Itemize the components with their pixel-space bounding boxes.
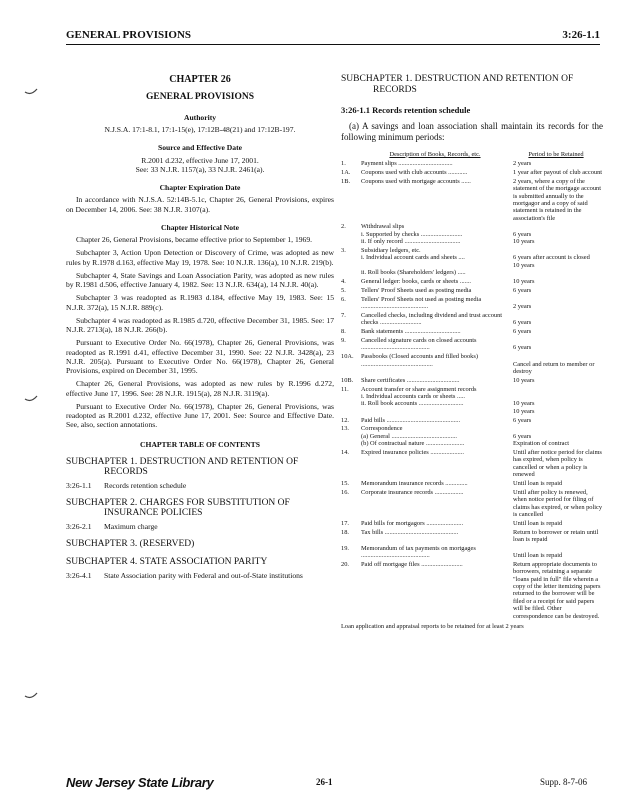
row-period: Until loan is repaid <box>513 519 563 527</box>
expiration-heading: Chapter Expiration Date <box>159 183 241 193</box>
toc-subchapter: SUBCHAPTER 2. CHARGES FOR SUBSTITUTION OF INSURANCE POLICIES <box>66 497 290 519</box>
header-section-number: 3:26-1.1 <box>562 29 600 41</box>
row-description: Paid bills .............................................. <box>361 416 461 424</box>
table-row <box>341 545 603 561</box>
row-description: Coupons used with club accounts ............ <box>361 168 468 176</box>
binder-hole-mark-bottom <box>24 690 38 700</box>
table-row <box>341 278 603 287</box>
row-description: Tax bills .............................................. <box>361 528 459 536</box>
table-row <box>341 287 603 296</box>
binder-hole-mark-middle <box>24 393 38 403</box>
row-period: Return to borrower or retain until loan is repaid <box>513 528 599 543</box>
table-row <box>341 312 603 328</box>
row-period: Until loan is repaid <box>513 479 563 487</box>
history-note: Subchapter 3, Action Upon Detection or Discovery of Crime, was adopted as new rules by R.1978 d.163, effective May 19, 1978. See: 10 N.J.R. 136(a), 10 N.J.R. 219(b). <box>66 248 334 267</box>
toc-section-number: 3:26-2.1 <box>66 521 92 531</box>
row-period: Return appropriate documents to borrowers, retaining a separate "loans paid in full" file wherein a copy of the letter itemizing papers returned to the borrower will be filed or a receipt for said papers will be filed. Other correspondence can be destroyed. <box>513 561 601 620</box>
row-period: 10 years <box>513 376 535 384</box>
table-row <box>341 520 603 529</box>
row-description: Coupons used with mortgage accounts ...... <box>361 177 471 185</box>
history-note: Chapter 26, General Provisions, was adopted as new rules by R.1996 d.272, effective June 17, 1996. See: 28 N.J.R. 1915(a), 28 N.J.R. 3119(a). <box>66 379 334 398</box>
table-row <box>341 296 603 312</box>
row-number: 20. <box>341 561 349 569</box>
row-number: 1. <box>341 160 346 168</box>
row-period: Cancel and return to member or destroy <box>513 360 595 375</box>
table-row <box>341 178 603 224</box>
history-note: Subchapter 3 was readopted as R.1983 d.184, effective May 19, 1983. See: 15 N.J.R. 372(a), 15 N.J.R. 889(c). <box>66 293 334 312</box>
table-row <box>341 449 603 480</box>
table-row <box>341 386 603 417</box>
row-description: Tellers' Proof Sheets not used as posting media .......................................... <box>361 295 482 311</box>
row-description: Payment slips .................................. <box>361 160 453 168</box>
library-logo: New Jersey State Library <box>66 775 214 790</box>
history-note: Pursuant to Executive Order No. 66(1978), Chapter 26, General Provisions, was readopted as R.2001 d.232, effective June 17, 2001. See: Source and Effective Date. See, also, section annotations. <box>66 401 334 430</box>
row-number: 18. <box>341 528 349 536</box>
row-period: 6 years after account is closed 10 years <box>513 254 590 269</box>
history-note: Subchapter 4 was readopted as R.1985 d.720, effective December 31, 1985. See: 17 N.J.R. 2713(a), 18 N.J.R. 266(b). <box>66 315 334 335</box>
toc-section <box>66 481 334 490</box>
row-description: Memorandum insurance records .............. <box>361 479 468 487</box>
toc-section <box>66 522 334 531</box>
table-row <box>341 223 603 247</box>
row-description: Paid bills for mortgagors ....................... <box>361 519 464 527</box>
row-description: Expired insurance policies ..................... <box>361 449 464 456</box>
history-notes <box>66 235 334 430</box>
row-period: Until after policy is renewed, when notice period for filing of claims has expired, or when policy is cancelled <box>513 488 603 518</box>
source-text-2: See: 33 N.J.R. 1157(a), 33 N.J.R. 2461(a). <box>135 164 265 174</box>
row-number: 11. <box>341 385 349 393</box>
row-period: 10 years <box>513 277 535 285</box>
chapter-title: GENERAL PROVISIONS <box>146 92 254 103</box>
row-number: 5. <box>341 286 346 294</box>
table-row <box>341 377 603 386</box>
row-period: 6 years <box>513 319 532 327</box>
row-description: Tellers' Proof Sheets used as posting media <box>361 286 472 294</box>
row-period: Until loan is repaid <box>513 552 563 560</box>
row-period: 6 years <box>513 416 532 424</box>
row-number: 6. <box>341 295 346 303</box>
right-column <box>341 74 603 631</box>
toc-subchapter: SUBCHAPTER 3. (RESERVED) <box>66 539 195 550</box>
table-row <box>341 328 603 337</box>
row-number: 10A. <box>341 353 354 361</box>
history-note: Pursuant to Executive Order No. 66(1978), Chapter 26, General Provisions, was readopted as R.1991 d.41, effective December 31, 1990. See: 22 N.J.R. 3428(a), 23 N.J.R. 205(a). Pursuant to Executive Order No. 66(1978), Chapter 26, General Provisions, expired on December 31, 1995. <box>66 338 334 376</box>
row-number: 10B. <box>341 376 354 384</box>
toc-section-title: Maximum charge <box>104 521 158 531</box>
row-description: Paid off mortgage files .......................... <box>361 561 463 569</box>
table-row <box>341 353 603 377</box>
history-note: Chapter 26, General Provisions, became effective prior to September 1, 1969. <box>76 235 313 245</box>
subchapter-heading: SUBCHAPTER 1. DESTRUCTION AND RETENTION OF RECORDS <box>341 74 574 95</box>
table-row <box>341 169 603 178</box>
row-period: 2 years <box>513 160 532 168</box>
row-number: 17. <box>341 519 349 527</box>
row-number: 3. <box>341 247 346 255</box>
row-period: 6 years Expiration of contract <box>513 432 570 448</box>
row-number: 2. <box>341 223 346 231</box>
row-description: Share certificates ................................. <box>361 376 460 384</box>
row-number: 16. <box>341 488 349 496</box>
table-row <box>341 489 603 520</box>
row-number: 15. <box>341 479 349 487</box>
table-row <box>341 561 603 621</box>
table-row <box>341 529 603 545</box>
row-description: Cancelled signature cards on closed accounts ........................................... <box>361 336 477 352</box>
retention-note: Loan application and appraisal reports to be retained for at least 2 years <box>341 623 524 631</box>
table-row <box>341 337 603 353</box>
row-description: Account transfer or share assignment records i. Individual accounts cards or sheets ..... ii. Roll book accounts ............................ <box>361 385 477 408</box>
retention-table <box>341 150 603 622</box>
history-heading: Chapter Historical Note <box>161 222 239 232</box>
toc-subchapter: SUBCHAPTER 4. STATE ASSOCIATION PARITY <box>66 557 268 568</box>
row-description: Subsidiary ledgers, etc. i. Individual account cards and sheets .... ii. Roll books (Shareholders' ledgers) ..... <box>361 247 466 277</box>
toc-section-title: State Association parity with Federal and out-of-State institutions <box>104 570 303 580</box>
row-period: 1 year after payout of club account <box>513 168 603 176</box>
toc-subchapter: SUBCHAPTER 1. DESTRUCTION AND RETENTION OF RECORDS <box>66 456 299 478</box>
row-description: Corporate insurance records .................. <box>361 488 464 496</box>
row-number: 4. <box>341 277 346 285</box>
row-period: 2 years <box>513 303 532 311</box>
authority-heading: Authority <box>183 112 217 122</box>
chapter-number: CHAPTER 26 <box>169 74 231 85</box>
row-description: Cancelled checks, including dividend and trust account checks .......................... <box>361 311 503 327</box>
row-period: 6 years <box>513 344 532 352</box>
row-period: 6 years 10 years <box>513 230 535 246</box>
row-number: 7. <box>341 311 346 319</box>
row-description: Passbooks (Closed accounts and filled books) ............................................. <box>361 353 478 368</box>
table-of-contents <box>66 457 334 580</box>
toc-section-number: 3:26-4.1 <box>66 570 92 580</box>
row-number: 8. <box>341 328 346 336</box>
header-title: GENERAL PROVISIONS <box>66 29 192 41</box>
row-period: 6 years <box>513 286 532 294</box>
toc-heading: CHAPTER TABLE OF CONTENTS <box>140 439 260 449</box>
row-description: Bank statements ................................... <box>361 328 461 336</box>
toc-section-number: 3:26-1.1 <box>66 480 92 490</box>
page-number: 26-1 <box>316 777 333 787</box>
expiration-text: In accordance with N.J.S.A. 52:14B-5.1c, Chapter 26, General Provisions, expires on December 14, 2006. See: 38 N.J.R. 3107(a). <box>66 195 334 214</box>
row-period: 2 years, where a copy of the statement of the mortgage account is submitted annually to the mortgagor and a copy of said statement is retained in the association's file <box>513 177 602 222</box>
source-heading: Source and Effective Date <box>157 143 242 153</box>
table-row <box>341 480 603 489</box>
toc-section <box>66 571 334 580</box>
row-description: General ledger: books, cards or sheets ....... <box>361 277 472 285</box>
history-note: Subchapter 4, State Savings and Loan Association Parity, was adopted as new rules by R.1981 d.506, effective January 4, 1982. See: 13 N.J.R. 634(a), 14 N.J.R. 40(a). <box>66 270 334 290</box>
row-number: 9. <box>341 336 346 344</box>
source-text-1: R.2001 d.232, effective June 17, 2001. <box>141 155 259 165</box>
row-number: 1B. <box>341 177 351 185</box>
table-row <box>341 247 603 278</box>
row-number: 13. <box>341 425 349 433</box>
column-header-period: Period to be Retained <box>528 150 584 158</box>
running-header <box>66 28 600 45</box>
row-description: Withdrawal slips i. Supported by checks .......................... ii. If only record ................................... <box>361 223 463 246</box>
row-number: 14. <box>341 449 349 456</box>
left-column <box>66 74 334 580</box>
toc-section-title: Records retention schedule <box>104 480 187 490</box>
supplement-date: Supp. 8-7-06 <box>540 777 587 787</box>
row-number: 12. <box>341 416 349 424</box>
row-number: 1A. <box>341 168 351 176</box>
table-row <box>341 425 603 449</box>
row-description: Correspondence (a) General ......................................... (b) Of contractual nature ........................ <box>361 425 465 448</box>
table-row <box>341 160 603 169</box>
table-row <box>341 417 603 426</box>
column-header-description: Description of Books, Records, etc. <box>389 150 481 158</box>
row-number: 19. <box>341 544 349 552</box>
authority-text: N.J.S.A. 17:1-8.1, 17:1-15(e), 17:12B-48(21) and 17:12B-197. <box>104 125 296 135</box>
section-heading: 3:26-1.1 Records retention schedule <box>341 104 471 115</box>
row-description: Memorandum of tax payments on mortgages ........................................... <box>361 544 476 560</box>
binder-hole-mark-top <box>24 86 38 96</box>
row-period: Until after notice period for claims has expired, when policy is cancelled or when a policy is renewed <box>513 449 602 479</box>
row-period: 10 years 10 years <box>513 400 535 415</box>
row-period: 6 years <box>513 328 532 336</box>
section-paragraph: (a) A savings and loan association shall maintain its records for the following minimum periods: <box>341 121 603 143</box>
